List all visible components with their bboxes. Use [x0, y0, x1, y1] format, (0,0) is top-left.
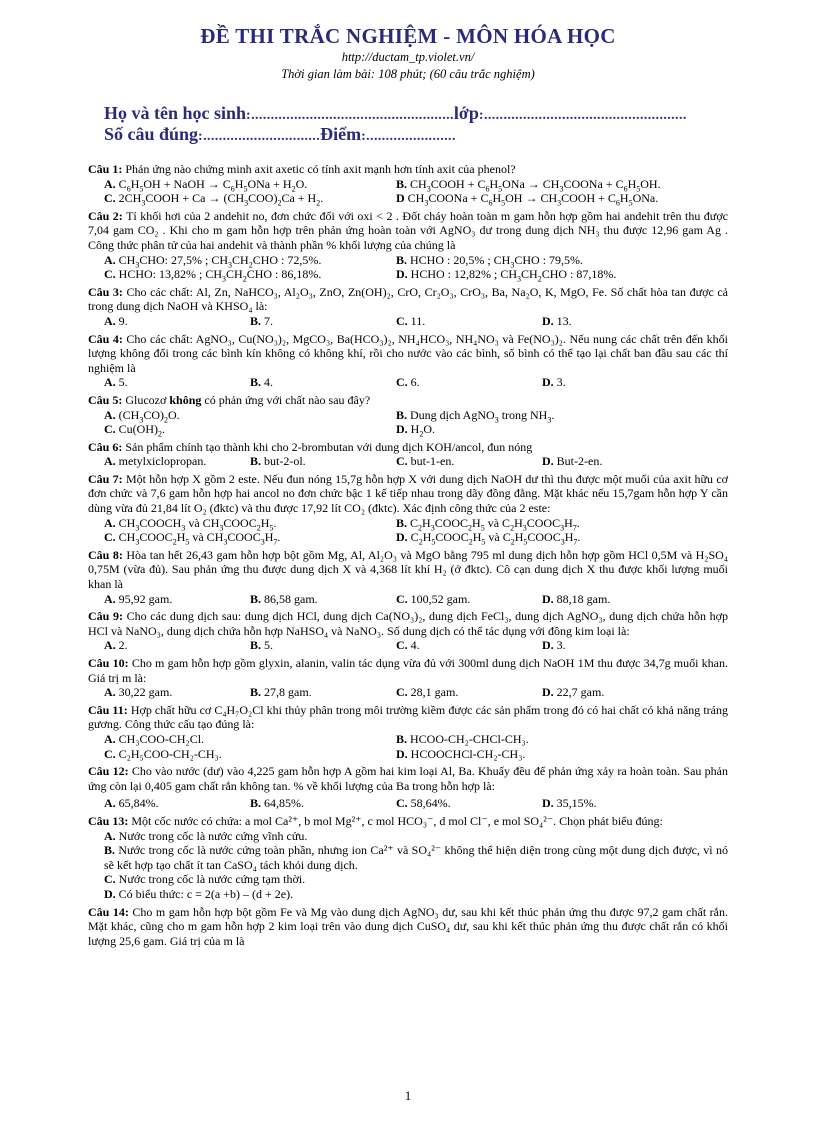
option-b[interactable]: B. 5.: [250, 638, 274, 653]
question-text: Một hỗn hợp X gồm 2 este. Nếu đun nóng 15,7g hỗn hợp X với dung dịch NaOH dư thì thu được một muối của axit hữu cơ đơn chức và 7,6 gam hỗn hợp hai ancol no đơn chức bậc 1 kế tiếp nhau trong dãy đồng đẳng. Mặt khác nếu 15,7gam hỗn hợp Y cần dùng vừa đủ 21,84 lít O₂ (đktc) và thu được 17,92 lít CO₂ (đktc). Xác định công thức của 2 este:: [88, 471, 729, 516]
question-number: Câu 10:: [88, 656, 129, 670]
exam-title: ĐỀ THI TRẮC NGHIỆM - MÔN HÓA HỌC: [200, 24, 616, 48]
option-a[interactable]: A. 9.: [104, 313, 128, 328]
question-14: [88, 905, 728, 949]
option-d[interactable]: D. Có biểu thức: c = 2(a +b) – (d + 2e).: [104, 886, 294, 901]
option-c[interactable]: C. 100,52 gam.: [396, 591, 471, 606]
question-number: Câu 2:: [88, 208, 123, 223]
question-9: [88, 609, 728, 653]
question-2: [88, 209, 728, 282]
question-1: [88, 162, 728, 206]
option-b[interactable]: B. 27,8 gam.: [250, 685, 312, 700]
question-number: Câu 3:: [88, 284, 123, 299]
question-12: [88, 764, 728, 811]
option-d[interactable]: D. But-2-en.: [542, 454, 603, 469]
question-number: Câu 9:: [88, 609, 123, 624]
option-d[interactable]: D. 88,18 gam.: [542, 591, 611, 606]
question-text: Tỉ khối hơi của 2 andehit no, đơn chức đối với oxi < 2 . Đốt cháy hoàn toàn m gam hỗn hợp gồm hai andehit trên thu được 7,04 gam CO₂ . Khi cho m gam hỗn hợp trên phản ứng hoàn toàn với AgNO₃ dư trong dung dịch NH₃ thu được 12,96 gam Ag . Công thức phân tử của hai andehit và thành phần % khối lượng của chúng là: [88, 208, 728, 252]
question-number: Câu 6:: [88, 439, 123, 454]
class-label: lớp: [453, 103, 479, 123]
option-b[interactable]: B. HCHO : 20,5% ; $CH_3CHO$ : 79,5%.: [396, 252, 584, 269]
score-line: Số câu đúng:..............................Điểm:.......................: [104, 124, 456, 144]
exam-time: Thời gian làm bài: 108 phút; (60 câu trắc nghiệm): [281, 67, 535, 81]
question-13: [88, 814, 728, 902]
question-list: [88, 162, 728, 951]
option-a[interactable]: A. 30,22 gam.: [104, 685, 173, 700]
option-c[interactable]: C. 4.: [396, 638, 420, 653]
option-a[interactable]: A. CH₃COO-CH₂Cl.: [104, 731, 205, 746]
option-c[interactable]: C. 6.: [396, 375, 420, 390]
question-text: Cho m gam hỗn hợp gồm glyxin, alanin, valin tác dụng vừa đủ với 300ml dung dịch NaOH 1M thu được 34,7g muối khan. Giá trị m là:: [88, 656, 729, 685]
option-c[interactable]: C. but-1-en.: [396, 454, 455, 469]
option-b[interactable]: B. 4.: [250, 375, 274, 390]
correct-label: Số câu đúng: [104, 124, 199, 144]
option-c[interactable]: C. HCHO: 13,82% ; $CH_3CH_2CHO$ : 86,18%.: [104, 267, 322, 284]
option-d[interactable]: D. HCHO : 12,82% ; $CH_3CH_2CHO$ : 87,18%.: [396, 267, 617, 284]
option-a[interactable]: A. $CH_3COOCH_3$ và $CH_3COOC_2H_5$.: [104, 515, 277, 533]
question-text: Cho m gam hỗn hợp bột gồm Fe và Mg vào dung dịch AgNO₃ dư, sau khi kết thúc phản ứng thu được 97,2 gam chất rắn. Mặt khác, cũng cho m gam hỗn hợp 2 kim loại trên vào dung dịch CuSO₄ dư, sau khi kết thúc phản ứng thu được chất rắn có khối lượng 25,6 gam. Giá trị của m là: [88, 904, 729, 948]
option-a[interactable]: A. $(CH_3CO)_2O$.: [104, 407, 180, 424]
question-text: Cho các chất: Al, Zn, NaHCO₃, Al₂O₃, ZnO, Zn(OH)₂, CrO, Cr₂O₃, CrO₃, Ba, Na₂O, K, MgO, Fe. Số chất hòa tan được cả trong dung dịch NaOH và KHSO₄ là:: [88, 284, 729, 314]
question-11: [88, 703, 728, 761]
question-text: Hợp chất hữu cơ C₄H₇O₂Cl khi thủy phân trong môi trường kiềm được các sản phẩm trong đó có hai chất có khả năng tráng gương. Công thức cấu tạo đúng là:: [88, 702, 729, 732]
option-b[interactable]: B. 64,85%.: [250, 796, 305, 811]
option-a[interactable]: A. 95,92 gam.: [104, 591, 173, 606]
page-number: 1: [404, 1088, 412, 1103]
question-number: Câu 4:: [88, 331, 123, 346]
option-c[interactable]: C. Nước trong cốc là nước cứng tạm thời.: [104, 872, 306, 887]
option-c[interactable]: C. C₂H₅COO-CH₂-CH₃.: [104, 746, 222, 761]
question-number: Câu 1:: [88, 162, 123, 176]
question-6: [88, 440, 728, 469]
option-d[interactable]: D. HCOOCHCl-CH₂-CH₃.: [396, 746, 526, 761]
option-b[interactable]: B. $CH_3COOH + C_6H_5ONa$ → $CH_3COONa + C_6H_5OH$.: [396, 176, 661, 193]
question-text: Cho các dung dịch sau: dung dịch HCl, dung dịch Ca(NO₃)₂, dung dịch FeCl₃, dung dịch AgNO₃, dung dịch chứa hỗn hợp HCl và NaNO₃, dung dịch chứa hỗn hợp NaHSO₄ và NaNO₃. Số dung dịch có thể tác dụng với đồng kim loại là:: [88, 609, 729, 638]
option-c[interactable]: C. 11.: [396, 313, 426, 328]
option-d[interactable]: D. $H_2O$.: [396, 422, 436, 439]
option-a[interactable]: A. 65,84%.: [104, 796, 159, 811]
question-number: Câu 13:: [88, 813, 129, 828]
question-3: [88, 285, 728, 329]
option-d[interactable]: D. 13.: [542, 313, 572, 328]
option-a[interactable]: A. $CH_3CHO$: 27,5% ; $CH_3CH_2CHO$ : 72,5%.: [104, 252, 322, 269]
option-a[interactable]: A. 2.: [104, 638, 128, 653]
option-c[interactable]: C. $CH_3COOC_2H_5$ và $CH_3COOC_3H_7$.: [104, 530, 281, 547]
question-8: [88, 548, 728, 606]
question-text: Sản phẩm chính tạo thành khi cho 2-brombutan với dung dịch KOH/ancol, đun nóng: [125, 439, 533, 454]
option-a[interactable]: A. 5.: [104, 375, 128, 390]
option-c[interactable]: C. $2CH_3COOH + Ca \to (CH_3COO)_2Ca + H_2$.: [104, 191, 324, 208]
option-b[interactable]: B. Nước trong cốc là nước cứng toàn phần, nhưng ion Ca²⁺ và SO₄²⁻ không thể hiện diện trong cùng một dung dịch được, vì nó sẽ kết hợp tạo chất ít tan CaSO₄ tách khỏi dung dịch.: [104, 843, 728, 872]
question-number: Câu 14:: [88, 904, 129, 919]
option-a[interactable]: A. metylxiclopropan.: [104, 454, 207, 469]
name-label: Họ và tên học sinh: [104, 103, 247, 123]
question-text: Cho các chất: AgNO₃, Cu(NO₃)₂, MgCO₃, Ba(HCO₃)₂, NH₄HCO₃, NH₄NO₃ và Fe(NO₃)₂. Nếu nung các chất trên đến khối lượng không đổi trong các bình kín không có không khí, rồi cho nước vào các bình, số bình có thể tạo lại chất ban đầu sau các thí nghiệm là: [88, 331, 728, 375]
option-a[interactable]: A. $C_6H_5OH$ + NaOH → $C_6H_5ONa + H_2O$.: [104, 176, 308, 193]
question-7: [88, 472, 728, 545]
option-d[interactable]: D. 3.: [542, 638, 566, 653]
question-number: Câu 12:: [88, 764, 129, 779]
question-number: Câu 7:: [88, 471, 123, 486]
option-a[interactable]: A. Nước trong cốc là nước cứng vĩnh cửu.: [104, 828, 308, 843]
option-d[interactable]: D. 22,7 gam.: [542, 685, 605, 700]
option-b[interactable]: B. Dung dịch AgNO$_3$ trong $NH_3$.: [396, 407, 555, 424]
student-name-line: Họ và tên học sinh:....................................................lớp:....................................................: [104, 103, 687, 123]
option-d[interactable]: D. 3.: [542, 375, 566, 390]
option-b[interactable]: B. 7.: [250, 313, 274, 328]
option-b[interactable]: B. 86,58 gam.: [250, 591, 318, 606]
option-d[interactable]: D. $C_2H_5COOC_2H_5$ và $C_2H_5COOC_3H_7$.: [396, 530, 581, 547]
option-b[interactable]: B. HCOO-CH₂-CHCl-CH₃.: [396, 731, 529, 746]
question-number: Câu 8:: [88, 547, 123, 562]
option-b[interactable]: B. $C_2H_3COOC_2H_5$ và $C_2H_3COOC_3H_7$.: [396, 515, 580, 533]
question-number: Câu 5:: [88, 392, 123, 407]
question-10: [88, 656, 728, 700]
question-5: Câu 5: Glucozơ không có phản ứng với chất nào sau đây? A. $(CH_3CO)_2O$. B. Dung dịch AgNO$_3$ trong $NH_3$. C. $Cu(OH)_2$. D. $H_2O$.: [88, 392, 555, 439]
question-4: [88, 332, 728, 390]
question-text: Cho vào nước (dư) vào 4,225 gam hỗn hợp A gồm hai kim loại Al, Ba. Khuấy đều để phản ứng xảy ra hoàn toàn. Sau phản ứng còn lại 0,405 gam chất rắn không tan. % về khối lượng của Ba trong hỗn hợp là:: [88, 764, 728, 793]
option-c[interactable]: C. 58,64%.: [396, 796, 451, 811]
option-c[interactable]: C. $Cu(OH)_2$.: [104, 422, 165, 439]
question-text: Một cốc nước có chứa: a mol Ca²⁺, b mol Mg²⁺, c mol HCO₃⁻, d mol Cl⁻, e mol SO₄²⁻. Chọn phát biểu đúng:: [131, 813, 663, 828]
option-d[interactable]: D. 35,15%.: [542, 796, 597, 811]
question-text: Hòa tan hết 26,43 gam hỗn hợp bột gồm Mg, Al, Al₂O₃ và MgO bằng 795 ml dung dịch hỗn hợp gồm HCl 0,5M và H₂SO₄ 0,75M (vừa đủ). Sau phản ứng thu được dung dịch X và 4,368 lít khí H₂ (ở đktc). Cô cạn dung dịch X thu được khối lượng muối khan là: [88, 547, 729, 592]
question-text: Phản ứng nào chứng minh axit axetic có tính axit mạnh hơn tính axit của phenol?: [125, 162, 516, 176]
option-b[interactable]: B. but-2-ol.: [250, 454, 306, 469]
option-c[interactable]: C. 28,1 gam.: [396, 685, 459, 700]
option-d[interactable]: D $CH_3COONa + C_6H_5OH$ → $CH_3COOH + C_6H_5ONa$.: [396, 191, 659, 208]
question-number: Câu 11:: [88, 702, 128, 717]
source-url: http://ductam_tp.violet.vn/: [341, 50, 475, 64]
score-label: Điểm: [320, 124, 362, 144]
